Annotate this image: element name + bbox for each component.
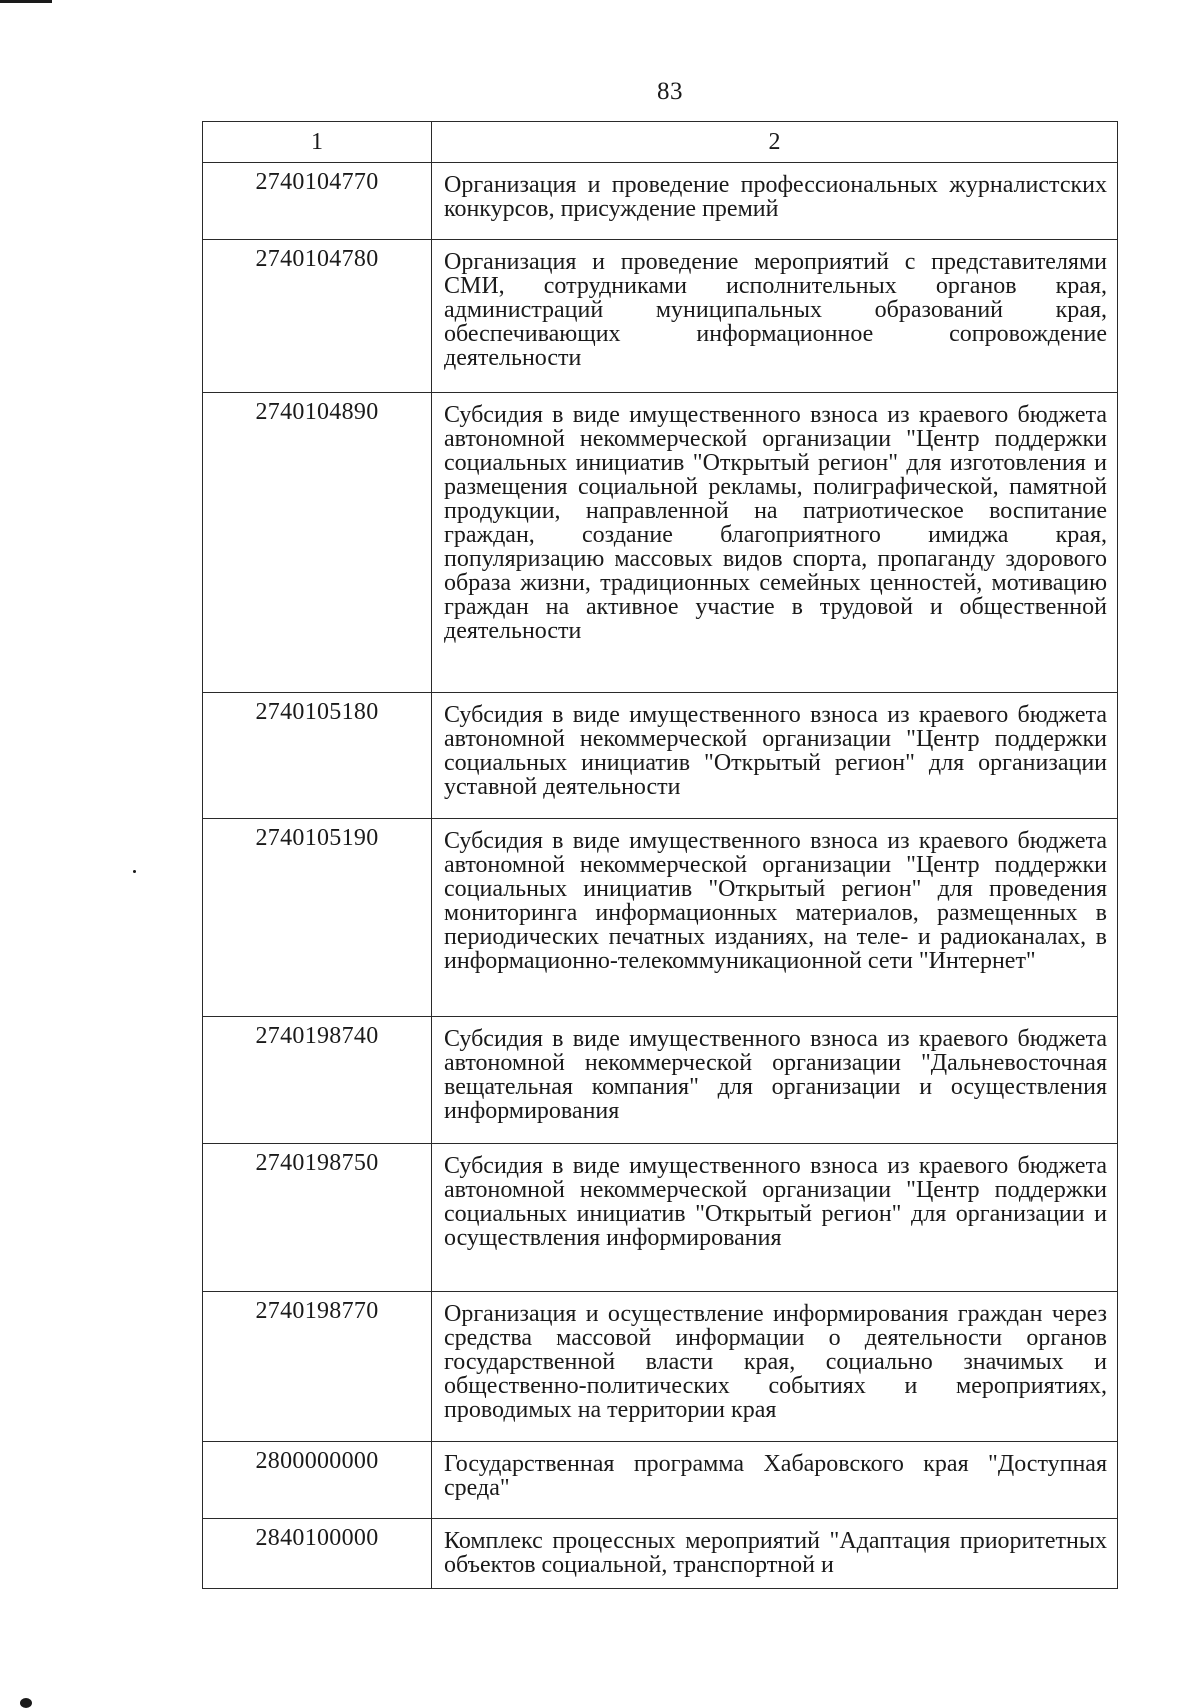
row-description: Организация и осуществление информирования граждан через средства массовой информации о деятельности органов государственной власти края, социально значимых и общественно-политических событиях и мероприятиях, проводимых на территории края	[432, 1292, 1118, 1442]
row-code: 2740104770	[203, 163, 432, 240]
table-row	[203, 1017, 1118, 1144]
row-description: Комплекс процессных мероприятий "Адаптация приоритетных объектов социальной, транспортной и	[432, 1519, 1118, 1589]
scan-edge-mark	[0, 0, 52, 3]
row-description: Субсидия в виде имущественного взноса из краевого бюджета автономной некоммерческой организации "Центр поддержки социальных инициатив "Открытый регион" для проведения мониторинга информационных материалов, размещенных в периодических печатных изданиях, на теле- и радиоканалах, в информационно-телекоммуникационной сети "Интернет"	[432, 819, 1118, 1017]
page-number: 83	[657, 78, 683, 105]
row-description: Государственная программа Хабаровского края "Доступная среда"	[432, 1442, 1118, 1519]
row-code: 2740198740	[203, 1017, 432, 1144]
row-code: 2740105180	[203, 693, 432, 819]
table-row	[203, 693, 1118, 819]
table-row	[203, 1442, 1118, 1519]
row-code: 2740104890	[203, 393, 432, 693]
scan-edge-mark	[133, 870, 136, 873]
row-description: Организация и проведение профессиональных журналистских конкурсов, присуждение премий	[432, 163, 1118, 240]
table-row	[203, 240, 1118, 393]
column-header-code: 1	[203, 122, 432, 163]
table-row	[203, 163, 1118, 240]
table-row	[203, 1144, 1118, 1292]
scan-edge-mark	[20, 1698, 32, 1708]
row-description: Субсидия в виде имущественного взноса из краевого бюджета автономной некоммерческой организации "Центр поддержки социальных инициатив "Открытый регион" для изготовления и размещения социальной рекламы, полиграфической, памятной продукции, направленной на патриотическое воспитание граждан, создание благоприятного имиджа края, популяризацию массовых видов спорта, пропаганду здорового образа жизни, традиционных семейных ценностей, мотивацию граждан на активное участие в трудовой и общественной деятельности	[432, 393, 1118, 693]
row-code: 2840100000	[203, 1519, 432, 1589]
table-row	[203, 819, 1118, 1017]
table-row	[203, 393, 1118, 693]
row-description: Субсидия в виде имущественного взноса из краевого бюджета автономной некоммерческой организации "Центр поддержки социальных инициатив "Открытый регион" для организации и осуществления информирования	[432, 1144, 1118, 1292]
table-row	[203, 1292, 1118, 1442]
classification-table	[202, 121, 1118, 1589]
row-description: Субсидия в виде имущественного взноса из краевого бюджета автономной некоммерческой организации "Центр поддержки социальных инициатив "Открытый регион" для организации уставной деятельности	[432, 693, 1118, 819]
column-header-description: 2	[432, 122, 1118, 163]
table-row	[203, 1519, 1118, 1589]
row-description: Субсидия в виде имущественного взноса из краевого бюджета автономной некоммерческой организации "Дальневосточная вещательная компания" для организации и осуществления информирования	[432, 1017, 1118, 1144]
row-code: 2800000000	[203, 1442, 432, 1519]
row-code: 2740105190	[203, 819, 432, 1017]
row-code: 2740198750	[203, 1144, 432, 1292]
row-description: Организация и проведение мероприятий с представителями СМИ, сотрудниками исполнительных органов края, администраций муниципальных образований края, обеспечивающих информационное сопровождение деятельности	[432, 240, 1118, 393]
table-header-row	[203, 122, 1118, 163]
row-code: 2740198770	[203, 1292, 432, 1442]
row-code: 2740104780	[203, 240, 432, 393]
